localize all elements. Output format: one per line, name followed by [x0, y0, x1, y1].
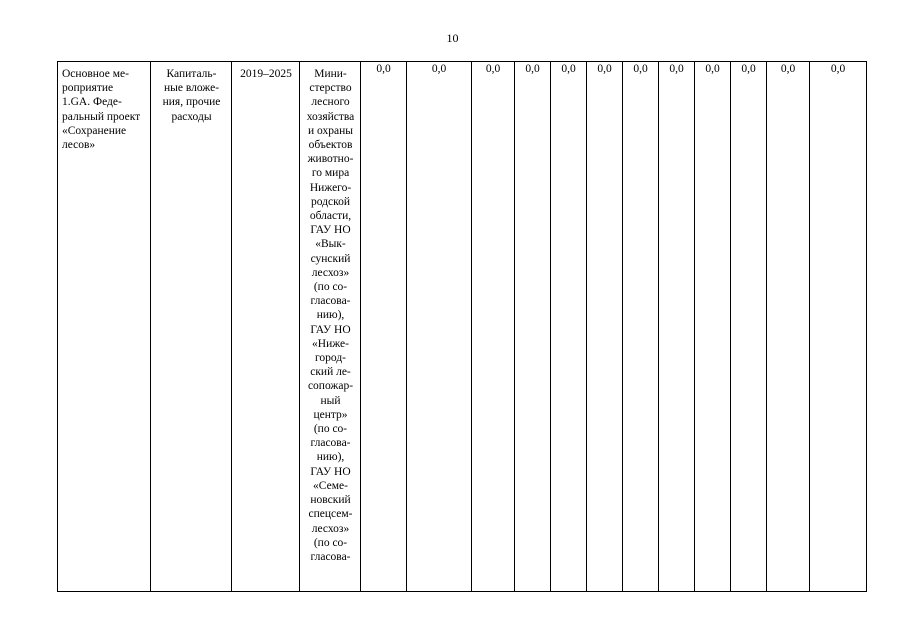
- text-line: центр»: [313, 408, 348, 421]
- text-line: 1.GA. Феде-: [62, 96, 122, 109]
- page-number: 10: [446, 31, 459, 45]
- text-line: гласова-: [310, 437, 351, 450]
- text-line: области,: [309, 210, 352, 223]
- period-text: 2019–2025: [240, 68, 292, 80]
- text-line: животно-: [307, 153, 354, 166]
- text-line: Мини-: [314, 68, 347, 80]
- text-line: ГАУ НО: [310, 323, 351, 336]
- table-row: [58, 62, 867, 592]
- text-line: ральный проект: [62, 110, 141, 123]
- executor-cell: [300, 62, 361, 592]
- measure-text: [58, 62, 150, 152]
- text-line: ния, прочие: [162, 96, 221, 109]
- text-line: расходы: [171, 110, 212, 123]
- program-table: [57, 61, 867, 592]
- text-line: ский ле-: [310, 366, 351, 379]
- value-cell: 0,0: [472, 62, 515, 592]
- text-line: нию),: [316, 309, 345, 322]
- text-line: ные вложе-: [163, 82, 220, 95]
- executor-text: [300, 62, 360, 564]
- value-cell: 0,0: [695, 62, 731, 592]
- text-line: спецсем-: [308, 508, 353, 521]
- value-cell: 0,0: [767, 62, 810, 592]
- expense-type-cell: [151, 62, 232, 592]
- value-cell: 0,0: [361, 62, 407, 592]
- text-line: гласова-: [310, 295, 351, 308]
- value-cell: 0,0: [731, 62, 767, 592]
- text-line: «Сохранение: [62, 124, 127, 137]
- text-line: «Семе-: [313, 479, 348, 492]
- text-line: хозяйства: [306, 110, 355, 123]
- text-line: лесов»: [62, 139, 96, 152]
- text-line: сопожар-: [307, 380, 354, 393]
- text-line: «Ниже-: [312, 337, 349, 350]
- text-line: Нижего-: [309, 181, 352, 194]
- text-line: ный: [320, 394, 341, 407]
- text-line: «Вык-: [315, 238, 346, 251]
- text-line: роприятие: [62, 82, 114, 95]
- period-cell: [232, 62, 300, 592]
- text-line: и охраны: [308, 124, 353, 137]
- text-line: лесного: [311, 96, 350, 109]
- text-line: город-: [314, 352, 347, 365]
- expense-type-text: [151, 62, 231, 124]
- value-cell: 0,0: [551, 62, 587, 592]
- text-line: нию),: [316, 451, 345, 464]
- value-cell: 0,0: [515, 62, 551, 592]
- text-line: лесхоз»: [311, 266, 350, 279]
- measure-cell: [58, 62, 151, 592]
- value-cell: 0,0: [659, 62, 695, 592]
- text-line: объектов: [308, 139, 353, 152]
- text-line: (по со-: [313, 281, 348, 294]
- text-line: Капиталь-: [166, 68, 217, 80]
- text-line: (по со-: [313, 536, 348, 549]
- text-line: сунский: [310, 252, 351, 265]
- text-line: лесхоз»: [311, 522, 350, 535]
- value-cell: 0,0: [623, 62, 659, 592]
- text-line: Основное ме-: [62, 68, 129, 80]
- value-cell: 0,0: [407, 62, 472, 592]
- text-line: новский: [310, 494, 351, 507]
- text-line: стерство: [309, 82, 352, 95]
- text-line: родской: [310, 195, 351, 208]
- value-cell: 0,0: [810, 62, 867, 592]
- text-line: гласова-: [310, 550, 351, 563]
- text-line: ГАУ НО: [310, 465, 351, 478]
- text-line: ГАУ НО: [310, 224, 351, 237]
- text-line: (по со-: [313, 423, 348, 436]
- value-cell: 0,0: [587, 62, 623, 592]
- text-line: го мира: [311, 167, 350, 180]
